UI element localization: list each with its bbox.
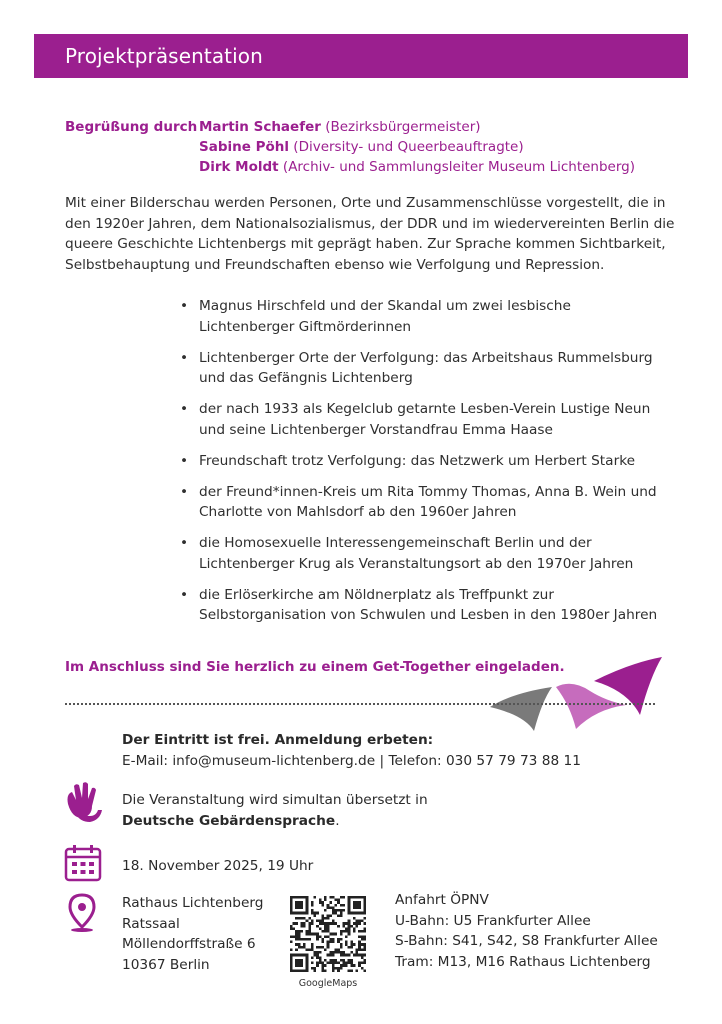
sign-language-text: Die Veranstaltung wird simultan übersetzt in [122, 792, 428, 808]
speaker-role: (Diversity- und Queerbeauftragte) [293, 139, 524, 155]
dotted-divider [65, 703, 655, 705]
qr-code[interactable] [290, 896, 366, 972]
address-line: Möllendorffstraße 6 [122, 936, 256, 952]
speaker [199, 137, 635, 157]
venue-address [122, 893, 263, 975]
list-item: • der nach 1933 als Kegelclub getarnte Lesben-Verein Lustige Neun und seine Lichtenberger Vorstandfrau Emma Haase [178, 399, 668, 440]
speaker-name: Dirk Moldt [199, 159, 279, 175]
speaker-role: (Archiv- und Sammlungsleiter Museum Lichtenberg) [282, 159, 635, 175]
intro-paragraph: Mit einer Bilderschau werden Personen, Orte und Zusammenschlüsse vorgestellt, die in den 1920er Jahren, dem Nationalsozialismus, der DDR und im wiedervereinten Berlin die queere Geschichte Lichtenbergs mit geprägt haben. Zur Sprache kommen Sichtbarkeit, Selbstbehauptung und Freundschaften ebenso wie Verfolgung und Repression. [65, 195, 675, 273]
transit-line: Tram: M13, M16 Rathaus Lichtenberg [395, 953, 651, 970]
list-item: • Lichtenberger Orte der Verfolgung: das Arbeitshaus Rummelsburg und das Gefängnis Lichtenberg [178, 348, 668, 389]
birds-graphic [490, 655, 690, 735]
location-pin-icon [67, 893, 97, 933]
entry-title: Der Eintritt ist frei. Anmeldung erbeten: [122, 732, 434, 748]
sign-language-suffix: . [335, 813, 340, 829]
transit-line: S-Bahn: S41, S42, S8 Frankfurter Allee [395, 933, 658, 949]
speaker-role: (Bezirksbürgermeister) [325, 119, 481, 135]
qr-caption: GoogleMaps [298, 978, 358, 989]
speaker [199, 117, 635, 137]
sign-language-icon [62, 780, 104, 826]
speaker-name: Martin Schaefer [199, 119, 321, 135]
list-item: • der Freund*innen-Kreis um Rita Tommy Thomas, Anna B. Wein und Charlotte von Mahlsdorf ab den 1960er Jahren [178, 482, 668, 523]
list-item: • Magnus Hirschfeld und der Skandal um zwei lesbische Lichtenberger Giftmörderinnen [178, 296, 668, 337]
address-line: 10367 Berlin [122, 956, 210, 973]
address-line: Ratssaal [122, 915, 180, 932]
contact-line[interactable]: E-Mail: info@museum-lichtenberg.de | Telefon: 030 57 79 73 88 11 [122, 753, 581, 769]
speaker-list [199, 117, 635, 177]
transit-line: Anfahrt ÖPNV [395, 892, 489, 908]
topic-list [178, 296, 668, 636]
transit-line: U-Bahn: U5 Frankfurter Allee [395, 912, 591, 929]
address-line: Rathaus Lichtenberg [122, 895, 264, 911]
event-date: 18. November 2025, 19 Uhr [122, 858, 314, 874]
list-item: • die Homosexuelle Interessengemeinschaft Berlin und der Lichtenberger Krug als Veranstaltungsort ab den 1970er Jahren [178, 533, 668, 574]
page-title: Projektpräsentation [65, 44, 263, 68]
speaker-name: Sabine Pöhl [199, 139, 289, 155]
list-item: • Freundschaft trotz Verfolgung: das Netzwerk um Herbert Starke [178, 451, 668, 472]
transit-info [395, 890, 658, 972]
registration-info [122, 730, 581, 772]
get-together-note: Im Anschluss sind Sie herzlich zu einem Get-Together eingeladen. [65, 659, 565, 675]
sign-language-note [122, 790, 428, 832]
calendar-icon [64, 844, 102, 882]
speaker [199, 157, 635, 177]
welcome-label: Begrüßung durch [65, 119, 198, 135]
list-item: • die Erlöserkirche am Nöldnerplatz als Treffpunkt zur Selbstorganisation von Schwulen und Lesben in den 1980er Jahren [178, 585, 668, 626]
header-bar [34, 34, 688, 78]
sign-language-name: Deutsche Gebärdensprache [122, 813, 336, 829]
